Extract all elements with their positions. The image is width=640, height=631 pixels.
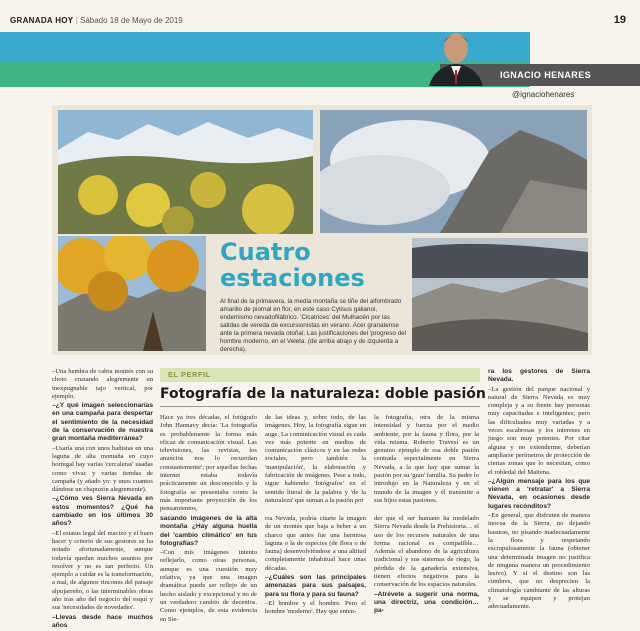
question: –Llevas desde hace muchos años [52, 613, 153, 629]
paragraph: –En general, que disfruten de manera inocua de la Sierra, no dejando basuras, no pisando inadecuadamente la flora y respetando escrupulosamente la fauna (obtener una determinada imagen no justifica de ninguna manera un procedimiento lesivo). Y si el destino son las cumbres, que no desprecien la climatología cambiante de las alturas y se equipen y protejan adecuadamente. [488, 512, 590, 611]
article-column-1: Hace ya tres décadas, el fotógrafo John Hannavy decía: 'La fotografía es probablemente la forma más eficaz de comunicación visual. Las televisiones, las revistas, los anuncios nos lo recuerdan constantemente'; por aquellas fechas internet estaba todavía prácticamente un desconocido y la fotografía se presentaba como la más importante proyección de los pensamientos, [160, 414, 257, 513]
interview-column-left [52, 368, 153, 631]
photo-caption: Al final de la primavera, la media montaña se tiñe del alfombrado amarillo de piornal en flor, en este caso Cytisus galianoi, endemismo nevadofilábrico. 'Cicatrices' del Mulhacén por las salidas de vereda de excursionistas en verano. Acer granatense ante la primera nevada otoñal. Las justificaciones del 'progreso del hombre moderno, en el Veleta. (de arriba abajo y de izquierda a derecha). [220, 298, 407, 353]
author-portrait [425, 28, 487, 86]
paragraph: –Con mis imágenes intento reflejarlo, como otras personas, aunque es una cuestión muy relativa, ya que una imagen dramática puede ser reflejo de un hecho aislado y excepcional y no de un verdadero cambio de decenios. Como ejemplos, de esta evidencia en Sie- [160, 549, 257, 623]
question: sacando imágenes de la alta montaña ¿Hay alguna huella del 'cambio climático' en tus fotografías? [160, 515, 257, 547]
photo-veleta-road [412, 238, 588, 351]
question: –Atrévete a sugerir una norma, una directriz, una condición… pa- [374, 590, 479, 615]
photo-mulhacen-clouds [320, 110, 587, 233]
article-headline: Fotografía de la naturaleza: doble pasión [160, 386, 486, 402]
paragraph: rra Nevada, podría citarte la imagen de un montés que baja a beber a un charco que antes fue una hermosa laguna o la de especies (de flora o de fauna) desenvolviéndose a una altitud completamente inhabitual hace unas décadas. [265, 515, 366, 572]
article-column-3: la fotografía, otra de la misma intensidad y fuerza por el medio ambiente, por la fauna y flora, por la vida misma. Roberto Travesí es un genuino ejemplo de esa doble pasión centrada especialmente en Sierra Nevada, a la que hay que sumar la pasión por su 'gran' familia. Su padre lo introdujo en la Naturaleza y en el mundo de la imagen y él transmite a sus hijos estas pasiones. [374, 414, 479, 504]
newspaper-name: GRANADA HOY [10, 16, 74, 25]
paragraph: –El estatus legal del macizo y el buen hacer y criterio de sus gestores se ha notado afortunadamente, aunque todavía quedan muchos asuntos por resolver y no es tan perfecto. Un ejemplo a cuidar es la transformación, a mal, de algunos rincones del paisaje alpujarreño, o las interminables obras año tras año del negocio del esquí y sus 'necesidades de novedades'. [52, 529, 153, 612]
interview-column-4 [160, 515, 257, 625]
interview-column-6 [374, 515, 479, 617]
paragraph: –El hombre y el hombre. Pero el hombre 'moderno'. Hay que enten- [265, 599, 366, 616]
article-column-2: de las ideas y, sobre todo, de las imágenes. Hoy, la fotografía sigue en auge. La comunicación visual es cada vez más potente en medios de comunicación clásicos y en las redes sociales, pero también la 'manipulación', la elaboración y fabricación de imágenes. Pese a todo, sigue habiendo 'fotógrafos' en el sentido literal de la palabra y 'de la naturaleza' que suman a la pasión por [265, 414, 366, 504]
feature-title-line1: Cuatro [220, 238, 311, 266]
section-label: EL PERFIL [168, 370, 211, 379]
paragraph: –Una hembra de cabra montés con su choto cruzando alegremente un inexpugnable tajo vertical, por ejemplo. [52, 368, 153, 400]
author-handle: @ignaciohenares [512, 90, 575, 99]
feature-title-line2: estaciones [220, 264, 365, 292]
photo-autumn-maple [58, 236, 206, 351]
question: –¿Cuáles son las principales amenazas para sus paisajes, para su flora y para su fauna? [265, 574, 366, 598]
photo-yellow-broom-mountains [58, 110, 313, 234]
paragraph: –La gestión del parque nacional y natural de Sierra Nevada es muy compleja y a su frente hay personas muy capacitadas e inteligentes; pero las dificultades muy variadas y a veces escabrosas y los intereses en juego son muy potentes. Por citar alguna y no extenderme, deberían ampliarse perímetros de protección de ciertas zonas que lo necesitan, como el robledal del Maitena. [488, 385, 590, 476]
question: –¿Cómo ves Sierra Nevada en estos momentos? ¿Qué ha cambiado en los últimos 30 años? [52, 495, 153, 528]
paragraph: –Usaría una con unos bañistas en una laguna de alta montaña en cuyo borregal hay varias 'cercaleras' usadas como vivac y varias tiendas de campaña (y añado yo: y unos cuantos dándose un chapuzón alegremente). [52, 444, 153, 494]
page-number: 19 [613, 14, 626, 26]
question: –¿Algún mensaje para los que vienen a 'retratar' a Sierra Nevada, en ocasiones desde lugares recónditos? [488, 477, 590, 510]
divider [160, 406, 480, 407]
interview-column-5 [265, 515, 366, 618]
interview-column-right [488, 368, 590, 613]
author-name: IGNACIO HENARES [500, 70, 592, 80]
question: ra los gestores de Sierra Nevada. [488, 368, 590, 384]
question: –¿Y qué imagen seleccionarías en una campaña para despertar el sentimiento de la necesidad de la conservación de nuestra gran montaña mediterránea? [52, 402, 153, 443]
page-header: GRANADA HOY | Sábado 18 de Mayo de 2019 19 [10, 14, 626, 26]
paragraph: der que el ser humano ha modelado Sierra Nevada desde la Prehistoria… el uso de los recursos naturales de una forma racional es compatible… Además el abandono de la agricultura tradicional y sus sistemas de riego, la pérdida de la ganadería extensiva, tienen efectos negativos para la conservación de los espacios naturales. [374, 515, 479, 589]
issue-date: Sábado 18 de Mayo de 2019 [80, 16, 183, 25]
